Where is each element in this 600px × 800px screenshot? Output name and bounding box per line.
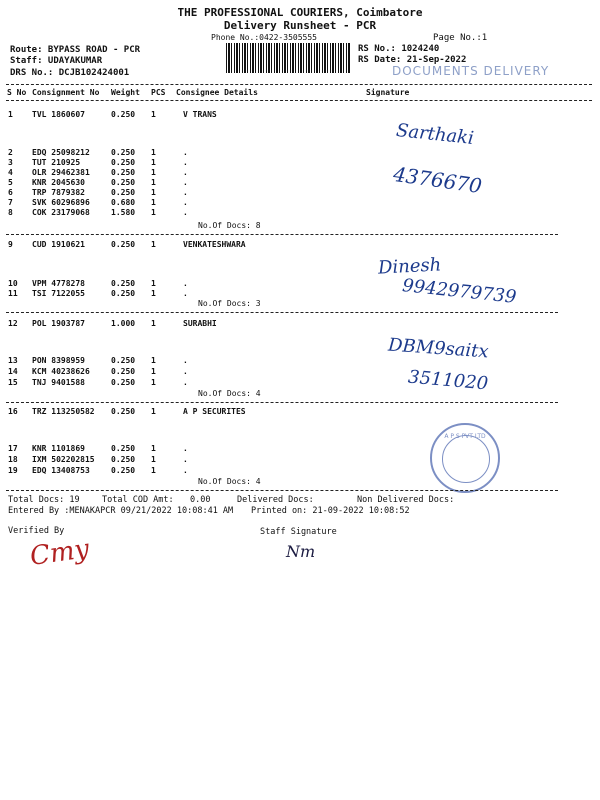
drs-number: DRS No.: DCJB102424001 <box>10 68 130 78</box>
row-details: . <box>183 289 188 298</box>
row-sno: 14 <box>8 367 18 376</box>
row-pcs: 1 <box>151 319 156 328</box>
row-consignment: TUT 210925 <box>32 158 81 167</box>
table-row <box>0 319 600 329</box>
row-pcs: 1 <box>151 208 156 217</box>
delivered-docs: Delivered Docs: <box>237 495 314 505</box>
staff-signature-label: Staff Signature <box>260 527 337 537</box>
signature-number: 3511020 <box>407 366 489 395</box>
table-row <box>0 198 600 208</box>
entered-by: Entered By :MENAKAPCR 09/21/2022 10:08:41 AM <box>8 506 234 516</box>
table-row <box>0 378 600 388</box>
row-details: . <box>183 188 188 197</box>
row-weight: 0.250 <box>111 168 136 177</box>
row-details: . <box>183 466 188 475</box>
row-sno: 9 <box>8 240 13 249</box>
row-weight: 0.250 <box>111 188 136 197</box>
table-row <box>0 356 600 366</box>
row-consignment: VPM 4778278 <box>32 279 85 288</box>
seal-inner-ring <box>442 435 490 483</box>
row-sno: 11 <box>8 289 18 298</box>
row-weight: 0.680 <box>111 198 136 207</box>
row-details: . <box>183 178 188 187</box>
signature-number: 4376670 <box>391 161 484 199</box>
phone-number: Phone No.:0422-3505555 <box>211 33 317 42</box>
row-details: . <box>183 208 188 217</box>
verified-signature: Cmy <box>28 534 92 572</box>
col-consignee: Consignee Details <box>176 88 258 97</box>
row-weight: 1.000 <box>111 319 136 328</box>
row-pcs: 1 <box>151 455 156 464</box>
row-consignment: OLR 29462381 <box>32 168 90 177</box>
row-sno: 10 <box>8 279 18 288</box>
row-details: . <box>183 367 188 376</box>
group-divider <box>6 312 558 313</box>
row-details: . <box>183 198 188 207</box>
row-pcs: 1 <box>151 356 156 365</box>
row-weight: 0.250 <box>111 455 136 464</box>
table-row <box>0 178 600 188</box>
row-sno: 19 <box>8 466 18 475</box>
staff: Staff: UDAYAKUMAR <box>10 56 103 66</box>
docs-count: No.Of Docs: 3 <box>198 299 261 308</box>
signature-name: Dinesh <box>377 254 442 279</box>
header-divider-bottom <box>6 100 592 101</box>
verified-by-label: Verified By <box>8 526 65 536</box>
row-weight: 0.250 <box>111 178 136 187</box>
row-consignment: POL 1903787 <box>32 319 85 328</box>
row-consignment: KNR 1101869 <box>32 444 85 453</box>
row-pcs: 1 <box>151 240 156 249</box>
seal-text: A P S PVT LTD <box>444 433 486 440</box>
row-sno: 18 <box>8 455 18 464</box>
row-sno: 4 <box>8 168 13 177</box>
row-details: . <box>183 444 188 453</box>
row-consignment: TVL 1860607 <box>32 110 85 119</box>
row-details: . <box>183 168 188 177</box>
row-pcs: 1 <box>151 188 156 197</box>
row-pcs: 1 <box>151 444 156 453</box>
row-pcs: 1 <box>151 378 156 387</box>
group-divider <box>6 234 558 235</box>
row-sno: 1 <box>8 110 13 119</box>
row-sno: 7 <box>8 198 13 207</box>
row-weight: 0.250 <box>111 158 136 167</box>
printed-on: Printed on: 21-09-2022 10:08:52 <box>251 506 410 516</box>
page-number: Page No.:1 <box>433 33 488 43</box>
row-consignment: TRZ 113250582 <box>32 407 95 416</box>
row-sno: 12 <box>8 319 18 328</box>
row-consignment: KCM 40238626 <box>32 367 90 376</box>
row-details: . <box>183 356 188 365</box>
row-sno: 2 <box>8 148 13 157</box>
route: Route: BYPASS ROAD - PCR <box>10 45 141 55</box>
row-consignment: IXM 502202815 <box>32 455 95 464</box>
header-divider-top <box>6 84 592 85</box>
row-details: . <box>183 148 188 157</box>
row-consignment: CUD 1910621 <box>32 240 85 249</box>
row-pcs: 1 <box>151 407 156 416</box>
row-consignment: EDQ 25098212 <box>32 148 90 157</box>
table-row <box>0 188 600 198</box>
row-weight: 0.250 <box>111 148 136 157</box>
row-sno: 17 <box>8 444 18 453</box>
row-pcs: 1 <box>151 178 156 187</box>
row-weight: 0.250 <box>111 240 136 249</box>
rs-number: RS No.: 1024240 <box>358 44 440 54</box>
column-headers <box>0 88 600 98</box>
row-sno: 6 <box>8 188 13 197</box>
table-row <box>0 168 600 178</box>
row-sno: 15 <box>8 378 18 387</box>
consignee-name: A P SECURITES <box>183 407 246 416</box>
row-weight: 0.250 <box>111 378 136 387</box>
row-pcs: 1 <box>151 158 156 167</box>
consignee-name: VENKATESHWARA <box>183 240 246 249</box>
row-consignment: COK 23179068 <box>32 208 90 217</box>
total-cod-value: 0.00 <box>190 495 211 505</box>
table-row <box>0 148 600 158</box>
col-signature: Signature <box>366 88 410 97</box>
row-pcs: 1 <box>151 198 156 207</box>
row-weight: 0.250 <box>111 367 136 376</box>
row-sno: 3 <box>8 158 13 167</box>
row-consignment: PON 8398959 <box>32 356 85 365</box>
group-divider <box>6 402 558 403</box>
row-weight: 0.250 <box>111 279 136 288</box>
row-sno: 16 <box>8 407 18 416</box>
table-row <box>0 110 600 120</box>
group-divider <box>6 490 558 491</box>
docs-count-row <box>0 389 600 399</box>
col-weight: Weight <box>111 88 140 97</box>
row-consignment: SVK 60296896 <box>32 198 90 207</box>
consignee-name: V TRANS <box>183 110 217 119</box>
runsheet-title: Delivery Runsheet - PCR <box>223 19 377 32</box>
row-pcs: 1 <box>151 148 156 157</box>
company-seal-stamp <box>430 423 500 493</box>
docs-count-row <box>0 477 600 487</box>
row-sno: 13 <box>8 356 18 365</box>
row-details: . <box>183 455 188 464</box>
row-sno: 8 <box>8 208 13 217</box>
row-consignment: EDQ 13408753 <box>32 466 90 475</box>
row-weight: 1.580 <box>111 208 136 217</box>
row-details: . <box>183 279 188 288</box>
signature-name: DBM9saitx <box>387 334 490 363</box>
row-weight: 0.250 <box>111 466 136 475</box>
signature-number: 9942979739 <box>401 275 518 308</box>
consignee-name: SURABHI <box>183 319 217 328</box>
table-row <box>0 466 600 476</box>
row-sno: 5 <box>8 178 13 187</box>
table-row <box>0 407 600 417</box>
table-row <box>0 158 600 168</box>
signature-name: Sarthaki <box>395 119 475 150</box>
rs-date: RS Date: 21-Sep-2022 <box>358 55 467 65</box>
row-weight: 0.250 <box>111 444 136 453</box>
watermark-stamp: DOCUMENTS DELIVERY <box>392 64 550 78</box>
staff-signature: Nm <box>286 542 316 561</box>
total-docs: Total Docs: 19 <box>8 495 80 505</box>
row-consignment: TSI 7122055 <box>32 289 85 298</box>
row-pcs: 1 <box>151 367 156 376</box>
table-row <box>0 444 600 454</box>
row-pcs: 1 <box>151 289 156 298</box>
row-pcs: 1 <box>151 168 156 177</box>
row-weight: 0.250 <box>111 356 136 365</box>
row-pcs: 1 <box>151 279 156 288</box>
row-consignment: KNR 2045630 <box>32 178 85 187</box>
col-sno: S No <box>7 88 27 97</box>
row-pcs: 1 <box>151 466 156 475</box>
docs-count: No.Of Docs: 4 <box>198 389 261 398</box>
col-consignment: Consignment No <box>32 88 100 97</box>
row-weight: 0.250 <box>111 407 136 416</box>
row-consignment: TRP 7879382 <box>32 188 85 197</box>
total-cod-label: Total COD Amt: <box>102 495 174 505</box>
table-row <box>0 367 600 377</box>
row-consignment: TNJ 9401588 <box>32 378 85 387</box>
non-delivered-docs: Non Delivered Docs: <box>357 495 455 505</box>
row-weight: 0.250 <box>111 289 136 298</box>
row-pcs: 1 <box>151 110 156 119</box>
table-row <box>0 240 600 250</box>
docs-count: No.Of Docs: 4 <box>198 477 261 486</box>
barcode <box>226 43 350 73</box>
company-title: THE PROFESSIONAL COURIERS, Coimbatore <box>177 6 423 19</box>
row-details: . <box>183 158 188 167</box>
row-details: . <box>183 378 188 387</box>
row-weight: 0.250 <box>111 110 136 119</box>
docs-count: No.Of Docs: 8 <box>198 221 261 230</box>
table-row <box>0 208 600 218</box>
table-row <box>0 455 600 465</box>
col-pcs: PCS <box>151 88 166 97</box>
docs-count-row <box>0 221 600 231</box>
